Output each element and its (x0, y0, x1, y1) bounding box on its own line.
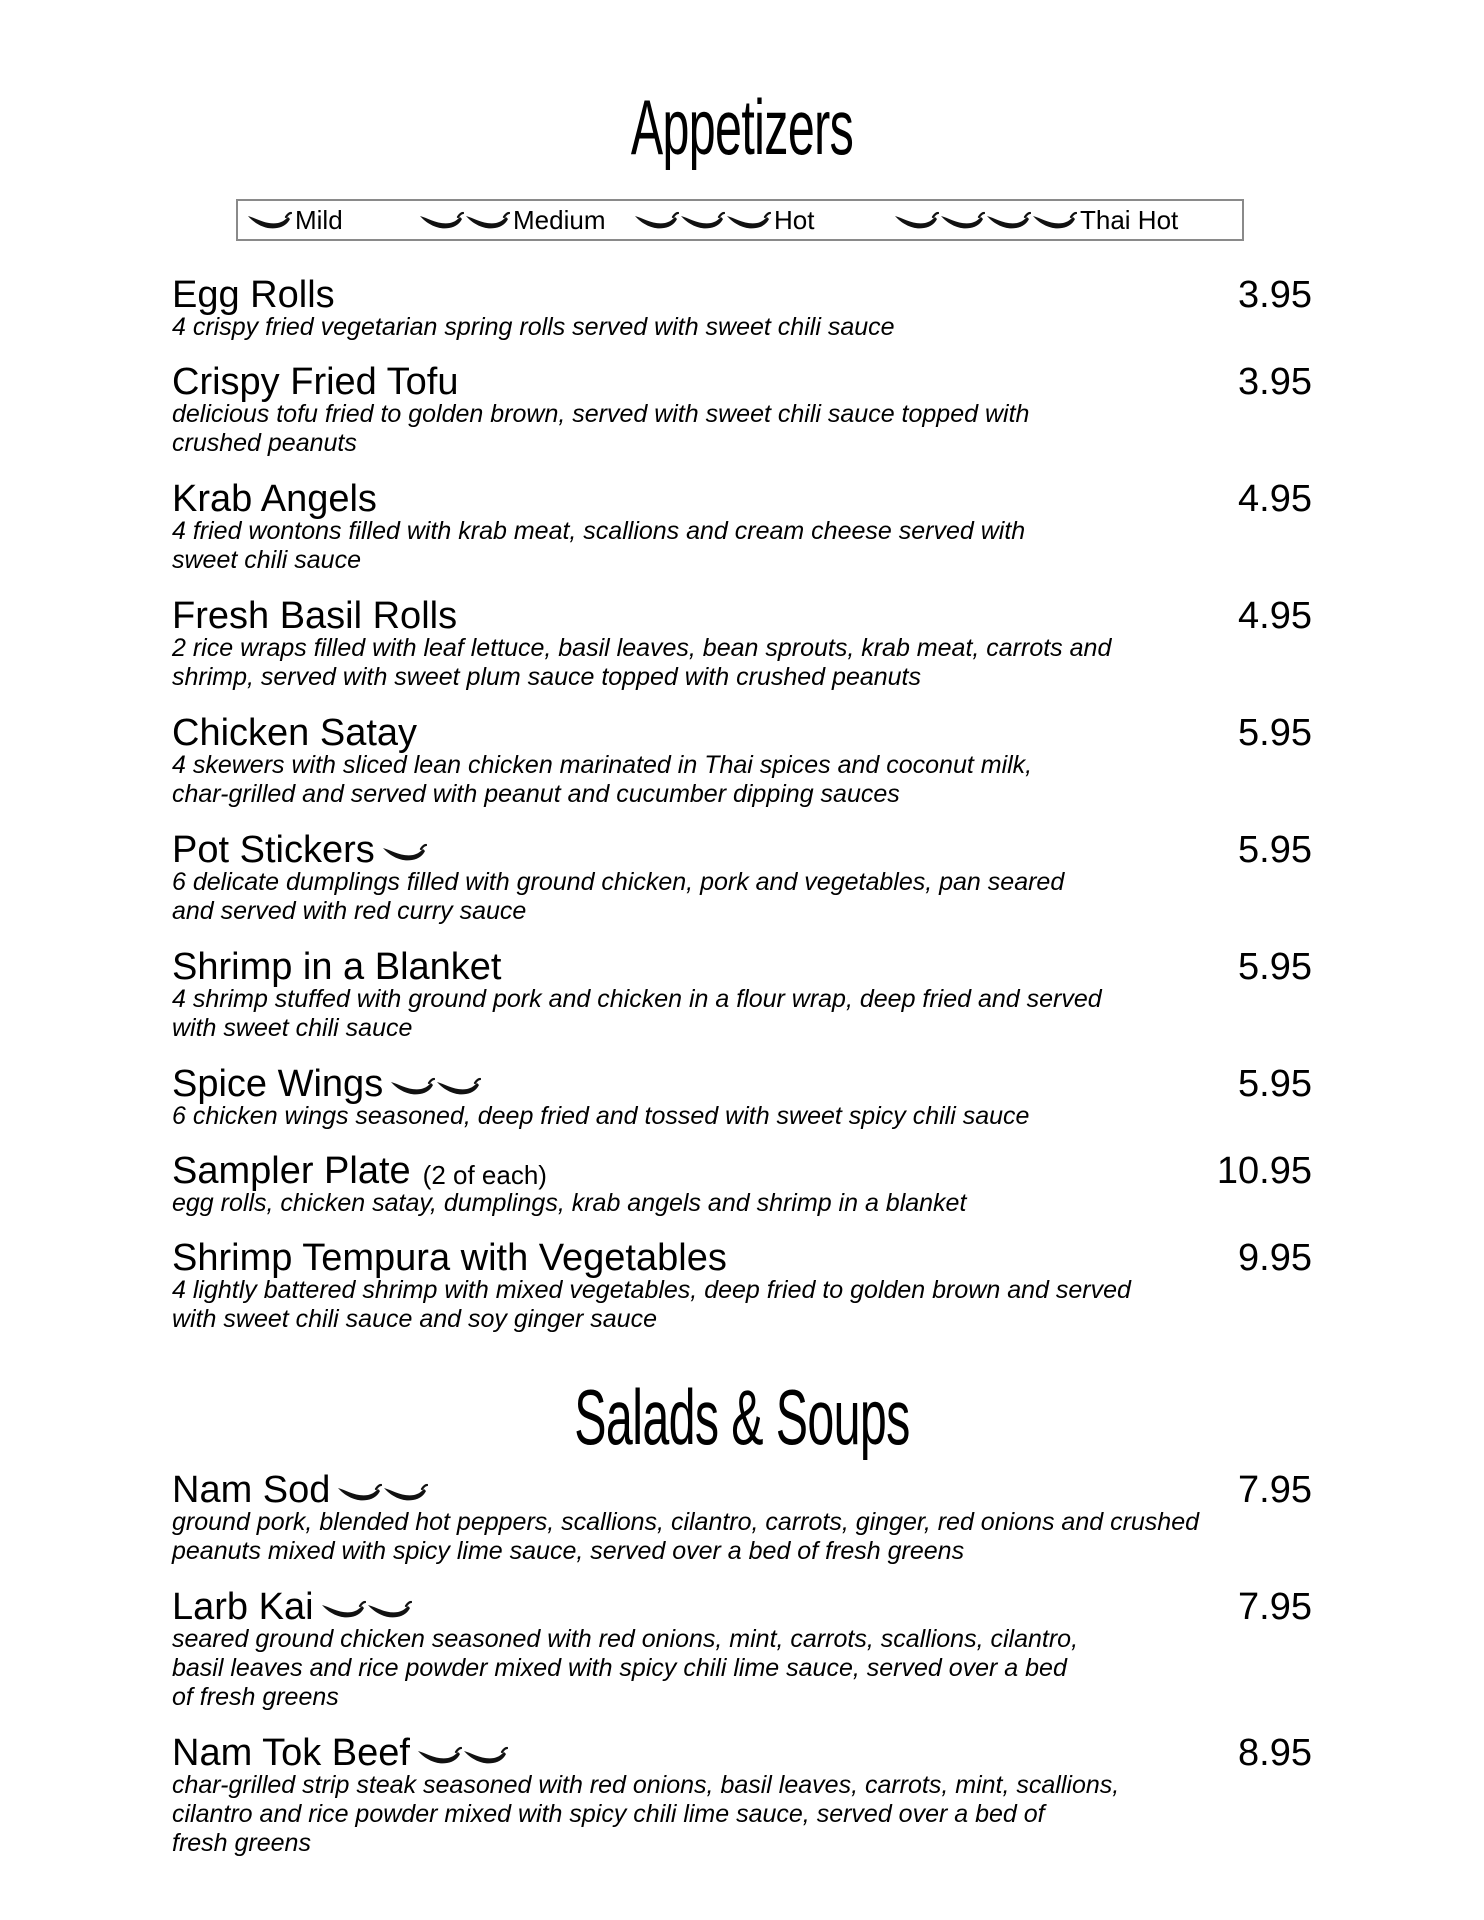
description-line: crushed peanuts (172, 429, 357, 457)
item-name: Shrimp Tempura with Vegetables (172, 1237, 727, 1279)
description-line: fresh greens (172, 1829, 311, 1857)
item-price: 10.95 (1216, 1150, 1312, 1192)
item-name: Fresh Basil Rolls (172, 595, 458, 637)
description-line: char-grilled strip steak seasoned with red onions, basil leaves, carrots, mint, scallions, (172, 1771, 1120, 1799)
description-line: 4 fried wontons filled with krab meat, scallions and cream cheese served with (172, 517, 1026, 545)
legend-label: Mild (295, 205, 343, 235)
description-line: and served with red curry sauce (172, 897, 527, 925)
menu-item (172, 1470, 1312, 1566)
menu-item (172, 479, 1312, 575)
description-line: with sweet chili sauce and soy ginger sauce (172, 1305, 657, 1333)
description-line: 4 crispy fried vegetarian spring rolls served with sweet chili sauce (172, 313, 895, 341)
description-line: 4 lightly battered shrimp with mixed vegetables, deep fried to golden brown and served (172, 1276, 1131, 1304)
chili-pepper-icon (366, 1597, 412, 1621)
chili-pepper-icon (1031, 208, 1077, 232)
spice-level (381, 840, 427, 864)
spice-legend (236, 199, 1244, 241)
item-description (172, 1276, 1312, 1334)
item-name: Krab Angels (172, 478, 377, 520)
item-description (172, 1189, 1312, 1218)
item-price: 8.95 (1238, 1732, 1312, 1774)
item-price: 3.95 (1238, 274, 1312, 316)
menu-item (172, 1587, 1312, 1712)
chili-pepper-icon (435, 1074, 481, 1098)
chili-pepper-icon (320, 1597, 366, 1621)
description-line: sweet chili sauce (172, 546, 361, 574)
item-description (172, 517, 1312, 575)
item-description (172, 1102, 1312, 1131)
item-note: (2 of each) (422, 1160, 547, 1190)
spice-level (336, 1480, 428, 1504)
item-name: Nam Sod (172, 1469, 331, 1511)
description-line: cilantro and rice powder mixed with spicy chili lime sauce, served over a bed of (172, 1800, 1045, 1828)
legend-item (893, 201, 1178, 239)
chili-pepper-icon (382, 1480, 428, 1504)
description-line: of fresh greens (172, 1683, 339, 1711)
appetizers-title: Appetizers (630, 83, 854, 171)
description-line: egg rolls, chicken satay, dumplings, krab angels and shrimp in a blanket (172, 1189, 967, 1217)
item-name: Chicken Satay (172, 712, 418, 754)
spice-level (320, 1597, 412, 1621)
menu-item (172, 275, 1312, 342)
chili-pepper-icon (416, 1743, 462, 1767)
chili-pepper-icon (336, 1480, 382, 1504)
chili-pepper-icon (389, 1074, 435, 1098)
item-description (172, 1771, 1312, 1858)
description-line: ground pork, blended hot peppers, scallions, cilantro, carrots, ginger, red onions and crushed (172, 1508, 1200, 1536)
chili-pepper-icon (939, 208, 985, 232)
chili-pepper-icon (464, 208, 510, 232)
chili-pepper-icon (893, 208, 939, 232)
item-description (172, 751, 1312, 809)
menu-item (172, 1151, 1312, 1218)
menu-item (172, 1064, 1312, 1131)
item-price: 3.95 (1238, 361, 1312, 403)
legend-label: Medium (513, 205, 606, 235)
description-line: char-grilled and served with peanut and cucumber dipping sauces (172, 780, 900, 808)
item-name: Spice Wings (172, 1063, 384, 1105)
chili-pepper-icon (246, 208, 292, 232)
description-line: shrimp, served with sweet plum sauce topped with crushed peanuts (172, 663, 921, 691)
description-line: 6 chicken wings seasoned, deep fried and tossed with sweet spicy chili sauce (172, 1102, 1030, 1130)
item-price: 7.95 (1238, 1586, 1312, 1628)
item-name: Crispy Fried Tofu (172, 361, 459, 403)
menu-item (172, 1733, 1312, 1858)
description-line: with sweet chili sauce (172, 1014, 413, 1042)
menu-item (172, 1238, 1312, 1334)
menu-item (172, 947, 1312, 1043)
item-description (172, 985, 1312, 1043)
item-price: 5.95 (1238, 712, 1312, 754)
chili-pepper-icon (462, 1743, 508, 1767)
item-price: 5.95 (1238, 1063, 1312, 1105)
description-line: peanuts mixed with spicy lime sauce, served over a bed of fresh greens (172, 1537, 965, 1565)
menu-item (172, 830, 1312, 926)
description-line: delicious tofu fried to golden brown, served with sweet chili sauce topped with (172, 400, 1030, 428)
item-description (172, 1508, 1312, 1566)
spice-level (389, 1074, 481, 1098)
description-line: seared ground chicken seasoned with red onions, mint, carrots, scallions, cilantro, (172, 1625, 1079, 1653)
item-description (172, 1625, 1312, 1712)
item-name: Shrimp in a Blanket (172, 946, 502, 988)
description-line: 4 skewers with sliced lean chicken marinated in Thai spices and coconut milk, (172, 751, 1033, 779)
legend-item (418, 201, 605, 239)
description-line: basil leaves and rice powder mixed with spicy chili lime sauce, served over a bed (172, 1654, 1067, 1682)
item-description (172, 634, 1312, 692)
chili-pepper-icon (679, 208, 725, 232)
item-price: 5.95 (1238, 829, 1312, 871)
chili-pepper-icon (381, 840, 427, 864)
legend-label: Hot (774, 205, 815, 235)
description-line: 4 shrimp stuffed with ground pork and chicken in a flour wrap, deep fried and served (172, 985, 1102, 1013)
menu-item (172, 362, 1312, 458)
menu-item (172, 713, 1312, 809)
item-price: 4.95 (1238, 478, 1312, 520)
salads-soups-title: Salads & Soups (574, 1373, 910, 1461)
legend-label: Thai Hot (1080, 205, 1179, 235)
legend-item (246, 201, 343, 239)
menu-item (172, 596, 1312, 692)
item-name: Sampler Plate (172, 1150, 411, 1192)
item-name: Nam Tok Beef (172, 1732, 410, 1774)
legend-item (633, 201, 814, 239)
item-name: Pot Stickers (172, 829, 375, 871)
item-price: 7.95 (1238, 1469, 1312, 1511)
item-description (172, 313, 1312, 342)
item-name: Larb Kai (172, 1586, 314, 1628)
chili-pepper-icon (633, 208, 679, 232)
spice-level (416, 1743, 508, 1767)
description-line: 2 rice wraps filled with leaf lettuce, basil leaves, bean sprouts, krab meat, carrots and (172, 634, 1112, 662)
item-name: Egg Rolls (172, 274, 335, 316)
chili-pepper-icon (725, 208, 771, 232)
chili-pepper-icon (985, 208, 1031, 232)
item-price: 9.95 (1238, 1237, 1312, 1279)
chili-pepper-icon (418, 208, 464, 232)
item-price: 4.95 (1238, 595, 1312, 637)
description-line: 6 delicate dumplings filled with ground chicken, pork and vegetables, pan seared (172, 868, 1065, 896)
item-price: 5.95 (1238, 946, 1312, 988)
item-description (172, 868, 1312, 926)
item-description (172, 400, 1312, 458)
